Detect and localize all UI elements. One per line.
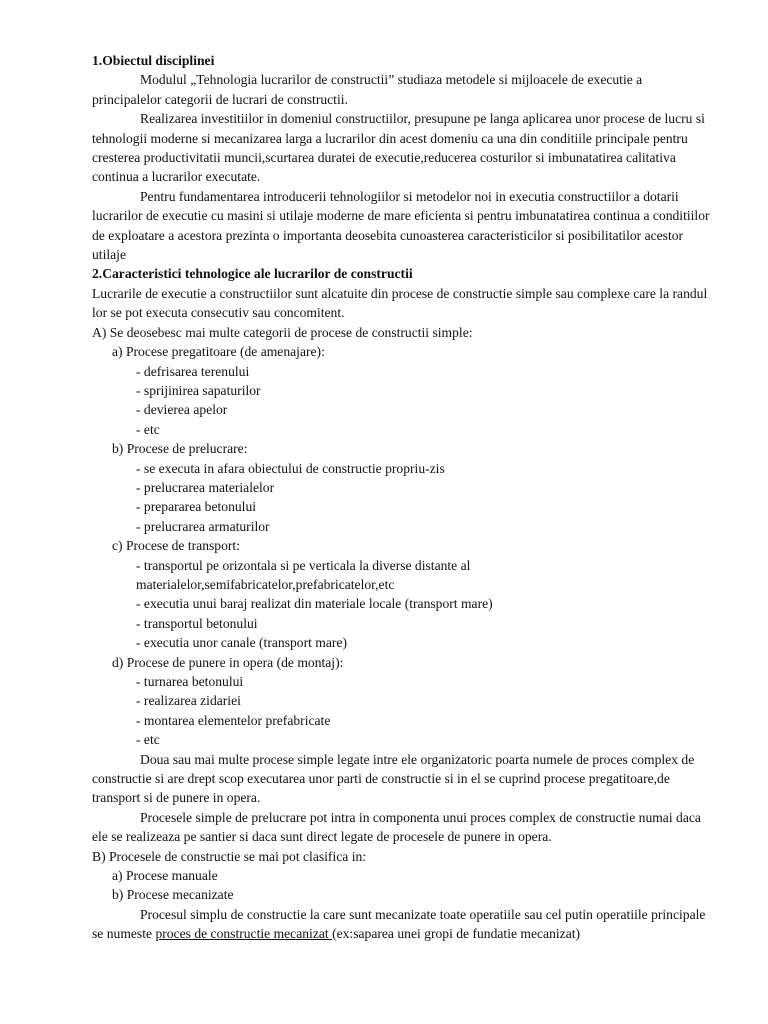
list-item: - montarea elementelor prefabricate — [136, 712, 331, 728]
group-b-title: b) Procese de prelucrare: — [112, 441, 248, 457]
document-page — [92, 51, 710, 944]
section-1-paragraph: Modulul „Tehnologia lucrarilor de constructii” studiaza metodele si mijloacele de executie a principalelor categorii de lucrari de constructii. — [92, 72, 643, 107]
list-item: - prepararea betonului — [136, 499, 257, 515]
part-a-paragraph: Procesele simple de prelucrare pot intra in componenta unui proces complex de constructie numai daca ele se realizeaza pe santier si daca sunt direct legate de procesele de punere in opera. — [92, 809, 701, 845]
list-item: - se executa in afara obiectului de constructie propriu-zis — [136, 460, 445, 476]
list-item: materialelor,semifabricatelor,prefabricatelor,etc — [136, 576, 395, 592]
list-item: - prelucrarea materialelor — [136, 479, 275, 495]
final-text-before: Procesul simplu de constructie la care sunt mecanizate toate operatiile sau cel putin operatiile principale se numeste — [92, 906, 706, 942]
list-item: - prelucrarea armaturilor — [136, 518, 270, 534]
section-2-heading: 2.Caracteristici tehnologice ale lucrarilor de constructii — [92, 266, 413, 282]
section-1-heading: 1.Obiectul disciplinei — [92, 53, 215, 68]
section-2-intro: Lucrarile de executie a constructiilor sunt alcatuite din procese de constructie simple sau complexe care la randul lor se pot executa consecutiv sau concomitent. — [92, 285, 708, 321]
section-1-paragraph: Pentru fundamentarea introducerii tehnologiilor si metodelor noi in executia constructiilor a dotarii lucrarilor de executie cu masini si utilaje moderne de mare eficienta si pentru imbunatatirea continua a conditiilor de exploatare a acestora prezinta o importanta deosebita cunoasterea caracteristicilor si posibilitatilor acestor utilaje — [92, 188, 710, 263]
part-a-paragraph: Doua sau mai multe procese simple legate intre ele organizatoric poarta numele de proces complex de constructie si are drept scop executarea unor parti de constructie si in el se cuprind procese pregatitoare,de transport si de punere in opera. — [92, 751, 695, 806]
group-c-title: c) Procese de transport: — [112, 538, 240, 554]
part-b-final-paragraph — [92, 905, 710, 944]
group-d-title: d) Procese de punere in opera (de montaj): — [112, 654, 344, 670]
list-item: - transportul betonului — [136, 615, 258, 631]
underlined-term: proces de constructie mecanizat — [155, 926, 333, 942]
list-item: - realizarea zidariei — [136, 693, 241, 709]
list-item: - executia unor canale (transport mare) — [136, 635, 347, 651]
group-a-title: a) Procese pregatitoare (de amenajare): — [112, 344, 325, 360]
part-a-title: A) Se deosebesc mai multe categorii de procese de constructii simple: — [92, 324, 473, 340]
list-item: b) Procese mecanizate — [112, 887, 234, 903]
list-item: - etc — [136, 421, 160, 437]
part-b-title: B) Procesele de constructie se mai pot clasifica in: — [92, 848, 367, 864]
list-item: - sprijinirea sapaturilor — [136, 382, 261, 398]
list-item: - etc — [136, 732, 160, 748]
list-item: - devierea apelor — [136, 402, 228, 418]
list-item: - transportul pe orizontala si pe verticala la diverse distante al — [136, 557, 471, 573]
list-item: - turnarea betonului — [136, 674, 244, 689]
final-text-after: (ex:saparea unei gropi de fundatie mecanizat) — [332, 926, 581, 942]
list-item: a) Procese manuale — [112, 868, 218, 884]
section-1-paragraph: Realizarea investitiilor in domeniul constructiilor, presupune pe langa aplicarea unor procese de lucru si tehnologii moderne si mecanizarea larga a lucrarilor din acest domeniu ca una din conditiile principale pentru cresterea productivitatii muncii,scurtarea duratei de executie,reducerea costurilor si imbunatatirea calitativa continua a lucrarilor executate. — [92, 111, 705, 185]
list-item: - defrisarea terenului — [136, 363, 250, 379]
list-item: - executia unui baraj realizat din materiale locale (transport mare) — [136, 596, 493, 612]
